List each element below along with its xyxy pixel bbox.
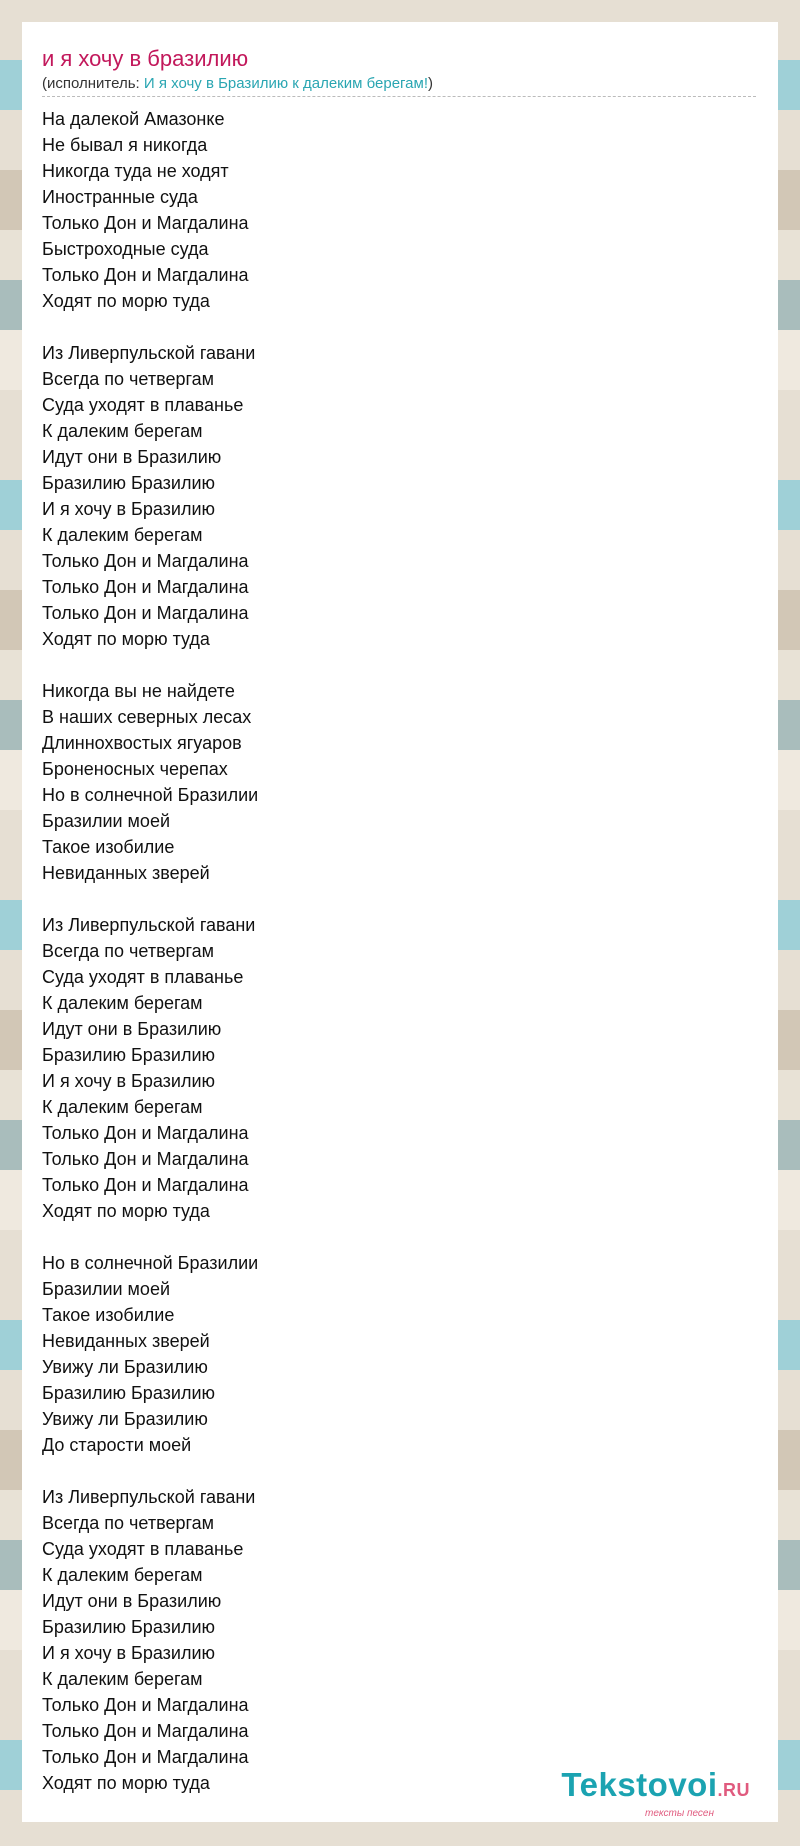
lyric-line: И я хочу в Бразилию	[42, 499, 216, 519]
stanza-break	[42, 652, 642, 678]
stanza-break	[42, 886, 642, 912]
lyric-line: Только Дон и Магдалина	[42, 1123, 249, 1143]
lyric-line: Только Дон и Магдалина	[42, 1747, 249, 1767]
lyric-line: К далеким берегам	[42, 1097, 203, 1117]
lyric-line: Только Дон и Магдалина	[42, 1695, 249, 1715]
lyric-line: Бразилию Бразилию	[42, 1383, 215, 1403]
lyric-line: Броненосных черепах	[42, 759, 228, 779]
lyric-line: Увижу ли Бразилию	[42, 1409, 208, 1429]
lyric-line: На далекой Амазонке	[42, 109, 225, 129]
lyric-line: Только Дон и Магдалина	[42, 1175, 249, 1195]
lyric-line: Из Ливерпульской гавани	[42, 343, 256, 363]
lyric-line: Ходят по морю туда	[42, 1773, 210, 1793]
lyric-line: Иностранные суда	[42, 187, 198, 207]
logo-tagline: тексты песен	[645, 1808, 714, 1819]
lyric-line: Только Дон и Магдалина	[42, 1721, 249, 1741]
lyric-line: Бразилии моей	[42, 1279, 171, 1299]
lyric-line: Только Дон и Магдалина	[42, 265, 249, 285]
logo-tld: .RU	[717, 1780, 750, 1800]
performer-suffix: )	[428, 75, 433, 92]
lyric-line: Невиданных зверей	[42, 1331, 210, 1351]
lyric-line: Но в солнечной Бразилии	[42, 1253, 259, 1273]
lyric-line: К далеким берегам	[42, 525, 203, 545]
lyric-line: Такое изобилие	[42, 837, 175, 857]
lyric-line: И я хочу в Бразилию	[42, 1071, 216, 1091]
performer-prefix: (исполнитель:	[42, 75, 144, 92]
lyric-line: К далеким берегам	[42, 993, 203, 1013]
lyric-line: Никогда вы не найдете	[42, 681, 235, 701]
lyric-line: Идут они в Бразилию	[42, 1591, 222, 1611]
lyric-line: Идут они в Бразилию	[42, 447, 222, 467]
lyric-line: Никогда туда не ходят	[42, 161, 229, 181]
lyric-line: Бразилию Бразилию	[42, 473, 215, 493]
lyric-line: Суда уходят в плаванье	[42, 967, 244, 987]
performer-link[interactable]: И я хочу в Бразилию к далеким берегам!	[143, 75, 428, 92]
lyric-line: Ходят по морю туда	[42, 291, 210, 311]
lyric-line: Бразилии моей	[42, 811, 171, 831]
lyric-line: Суда уходят в плаванье	[42, 395, 244, 415]
lyric-line: Только Дон и Магдалина	[42, 551, 249, 571]
lyric-line: В наших северных лесах	[42, 707, 252, 727]
lyric-line: Идут они в Бразилию	[42, 1019, 222, 1039]
lyric-line: К далеким берегам	[42, 1669, 203, 1689]
lyric-line: До старости моей	[42, 1435, 192, 1455]
lyric-line: Только Дон и Магдалина	[42, 577, 249, 597]
lyric-line: Бразилию Бразилию	[42, 1617, 215, 1637]
lyric-line: Длиннохвостых ягуаров	[42, 733, 242, 753]
lyric-line: Быстроходные суда	[42, 239, 209, 259]
lyric-line: К далеким берегам	[42, 421, 203, 441]
lyric-line: К далеким берегам	[42, 1565, 203, 1585]
lyric-line: Ходят по морю туда	[42, 1201, 210, 1221]
lyric-line: Из Ливерпульской гавани	[42, 915, 256, 935]
lyric-line: Суда уходят в плаванье	[42, 1539, 244, 1559]
lyric-line: Всегда по четвергам	[42, 1513, 215, 1533]
lyric-line: Такое изобилие	[42, 1305, 175, 1325]
song-title: и я хочу в бразилию	[42, 46, 249, 71]
lyric-line: Невиданных зверей	[42, 863, 210, 883]
lyrics-card	[22, 22, 778, 1822]
lyric-line: Ходят по морю туда	[42, 629, 210, 649]
lyric-line: И я хочу в Бразилию	[42, 1643, 216, 1663]
stanza-break	[42, 1224, 642, 1250]
lyric-line: Только Дон и Магдалина	[42, 213, 249, 233]
performer-line	[42, 74, 756, 94]
lyric-line: Всегда по четвергам	[42, 369, 215, 389]
song-header	[42, 44, 756, 97]
lyric-line: Всегда по четвергам	[42, 941, 215, 961]
logo-wordmark	[561, 1767, 750, 1808]
lyrics-text	[42, 106, 642, 1796]
lyric-line: Только Дон и Магдалина	[42, 603, 249, 623]
lyric-line: Но в солнечной Бразилии	[42, 785, 259, 805]
stanza-break	[42, 1458, 642, 1484]
lyric-line: Из Ливерпульской гавани	[42, 1487, 256, 1507]
lyric-line: Не бывал я никогда	[42, 135, 208, 155]
site-logo[interactable]	[561, 1767, 750, 1820]
lyric-line: Бразилию Бразилию	[42, 1045, 215, 1065]
lyric-line: Только Дон и Магдалина	[42, 1149, 249, 1169]
logo-name: Tekstovoi	[561, 1766, 718, 1803]
stanza-break	[42, 314, 642, 340]
lyric-line: Увижу ли Бразилию	[42, 1357, 208, 1377]
